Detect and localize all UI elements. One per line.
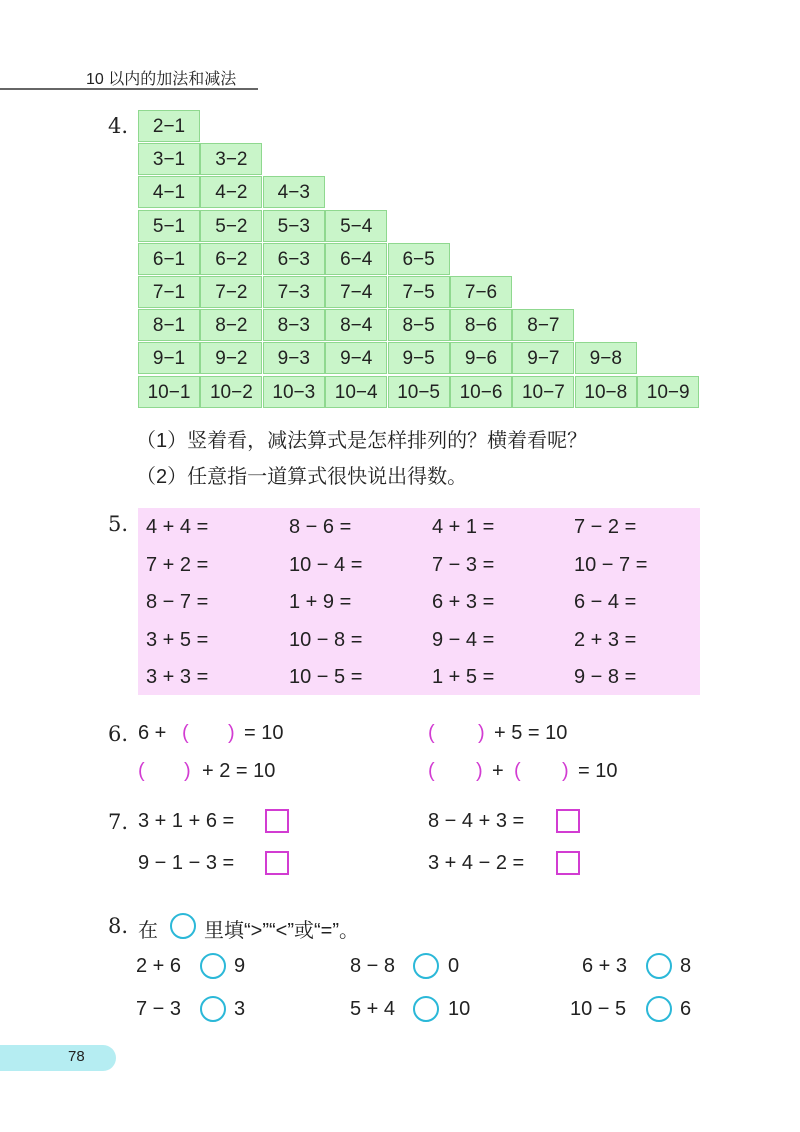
header-rule <box>0 88 258 90</box>
q6a-suffix: = 10 <box>244 722 284 744</box>
q8-instruction-suffix: 里填“>”“<”或“=”。 <box>204 920 359 942</box>
grid-cell: 9−1 <box>138 342 200 374</box>
q6b-suffix: + 5 = 10 <box>494 722 568 744</box>
q8-item3-right: 8 <box>680 955 692 977</box>
q8-item3-left: 6 + 3 <box>582 955 628 977</box>
grid-cell: 8−4 <box>325 309 387 341</box>
grid-cell: 5−3 <box>263 210 325 242</box>
q7b-answer-box[interactable] <box>556 809 580 833</box>
q5-equation: 4 + 1 = <box>432 516 495 538</box>
grid-cell: 3−1 <box>138 143 200 175</box>
q5-equation: 9 − 4 = <box>432 628 495 651</box>
q8-item6-left: 10 − 5 <box>570 998 627 1020</box>
q5-equation: 4 + 4 = <box>146 516 209 538</box>
grid-cell: 4−3 <box>263 176 325 208</box>
grid-cell: 10−2 <box>200 376 262 408</box>
q6b-paren-close: ) <box>478 722 485 744</box>
q5-equation: 8 − 7 = <box>146 591 209 613</box>
grid-cell: 4−2 <box>200 176 262 208</box>
q5-equation: 1 + 9 = <box>289 591 352 613</box>
q7-number: 7. <box>108 810 129 834</box>
grid-cell: 10−3 <box>263 376 325 408</box>
grid-cell: 7−1 <box>138 276 200 308</box>
q6c-paren-close: ) <box>184 760 191 782</box>
q8-item5-answer-circle[interactable] <box>413 996 439 1022</box>
q4-sub2: （2）任意指一道算式很快说出得数。 <box>136 466 468 488</box>
grid-cell: 10−4 <box>325 376 387 408</box>
grid-cell: 2−1 <box>138 110 200 142</box>
q5-equation: 6 − 4 = <box>574 591 637 613</box>
grid-cell: 10−1 <box>138 376 200 408</box>
q8-item2-left: 8 − 8 <box>350 955 396 977</box>
q5-equation: 3 + 3 = <box>146 666 209 688</box>
grid-cell: 5−2 <box>200 210 262 242</box>
q5-equation: 10 − 7 = <box>574 553 648 576</box>
grid-cell: 5−1 <box>138 210 200 242</box>
q5-equation: 7 − 2 = <box>574 516 637 538</box>
grid-cell: 9−7 <box>512 342 574 374</box>
q8-instruction-circle-icon <box>170 913 196 939</box>
q7a-answer-box[interactable] <box>265 809 289 833</box>
q8-item6-answer-circle[interactable] <box>646 996 672 1022</box>
q6d-paren1-open: ( <box>428 760 435 782</box>
grid-cell: 7−3 <box>263 276 325 308</box>
q5-equation: 10 − 5 = <box>289 666 363 688</box>
q8-item5-right: 10 <box>448 998 471 1020</box>
q6-number: 6. <box>108 722 129 746</box>
grid-cell: 7−6 <box>450 276 512 308</box>
grid-cell: 9−2 <box>200 342 262 374</box>
grid-cell: 9−3 <box>263 342 325 374</box>
q6c-suffix: + 2 = 10 <box>202 760 276 782</box>
grid-cell: 6−3 <box>263 243 325 275</box>
q5-equation: 6 + 3 = <box>432 591 495 613</box>
q8-item1-right: 9 <box>234 955 246 977</box>
q6a-paren-open: ( <box>182 722 189 744</box>
q5-number: 5. <box>108 512 129 536</box>
page-number: 78 <box>68 1048 85 1065</box>
q5-equation: 1 + 5 = <box>432 666 495 688</box>
q8-item4-left: 7 − 3 <box>136 998 182 1020</box>
grid-cell: 6−1 <box>138 243 200 275</box>
q5-equation: 2 + 3 = <box>574 628 637 651</box>
grid-cell: 8−7 <box>512 309 574 341</box>
chapter-title: 10 以内的加法和减法 <box>86 71 237 88</box>
grid-cell: 3−2 <box>200 143 262 175</box>
grid-cell: 7−4 <box>325 276 387 308</box>
page-number-tab <box>0 1045 116 1071</box>
q8-instruction-prefix: 在 <box>138 920 158 942</box>
q5-equation: 3 + 5 = <box>146 628 209 651</box>
grid-cell: 7−2 <box>200 276 262 308</box>
q7c-answer-box[interactable] <box>265 851 289 875</box>
grid-cell: 10−6 <box>450 376 512 408</box>
grid-cell: 5−4 <box>325 210 387 242</box>
grid-cell: 4−1 <box>138 176 200 208</box>
grid-cell: 6−5 <box>388 243 450 275</box>
grid-cell: 8−2 <box>200 309 262 341</box>
grid-cell: 10−7 <box>512 376 574 408</box>
q5-equation: 7 + 2 = <box>146 553 209 576</box>
q8-item2-right: 0 <box>448 955 460 977</box>
q6c-paren-open: ( <box>138 760 145 782</box>
q8-item5-left: 5 + 4 <box>350 998 396 1020</box>
q6d-paren2-close: ) <box>562 760 569 782</box>
grid-cell: 9−4 <box>325 342 387 374</box>
grid-cell: 10−8 <box>575 376 637 408</box>
q6a-paren-close: ) <box>228 722 235 744</box>
q8-item1-answer-circle[interactable] <box>200 953 226 979</box>
q4-sub1: （1）竖着看，减法算式是怎样排列的？横着看呢？ <box>136 430 588 452</box>
q5-equation: 7 − 3 = <box>432 553 495 576</box>
grid-cell: 10−9 <box>637 376 699 408</box>
q5-equation: 10 − 4 = <box>289 553 363 576</box>
q6a-prefix: 6 + <box>138 722 167 744</box>
grid-cell: 6−4 <box>325 243 387 275</box>
q6b-paren-open: ( <box>428 722 435 744</box>
q8-item1-left: 2 + 6 <box>136 955 182 977</box>
q8-item4-right: 3 <box>234 998 246 1020</box>
grid-cell: 9−8 <box>575 342 637 374</box>
q6d-paren2-open: ( <box>514 760 521 782</box>
q8-item3-answer-circle[interactable] <box>646 953 672 979</box>
q7c-expression: 9 − 1 − 3 = <box>138 852 235 874</box>
q8-number: 8. <box>108 914 129 938</box>
q7d-answer-box[interactable] <box>556 851 580 875</box>
q5-equation: 10 − 8 = <box>289 628 363 651</box>
q8-item4-answer-circle[interactable] <box>200 996 226 1022</box>
q7b-expression: 8 − 4 + 3 = <box>428 810 525 832</box>
grid-cell: 10−5 <box>388 376 450 408</box>
grid-cell: 8−3 <box>263 309 325 341</box>
q8-item6-right: 6 <box>680 998 692 1020</box>
q6d-plus: + <box>492 760 504 782</box>
grid-cell: 6−2 <box>200 243 262 275</box>
q4-number: 4. <box>108 114 129 138</box>
q5-equation: 9 − 8 = <box>574 666 637 688</box>
grid-cell: 8−5 <box>388 309 450 341</box>
q8-item2-answer-circle[interactable] <box>413 953 439 979</box>
q5-equation: 8 − 6 = <box>289 516 352 538</box>
q6d-paren1-close: ) <box>476 760 483 782</box>
q7a-expression: 3 + 1 + 6 = <box>138 810 235 832</box>
grid-cell: 8−1 <box>138 309 200 341</box>
q6d-suffix: = 10 <box>578 760 618 782</box>
grid-cell: 8−6 <box>450 309 512 341</box>
q7d-expression: 3 + 4 − 2 = <box>428 852 525 874</box>
grid-cell: 9−5 <box>388 342 450 374</box>
grid-cell: 7−5 <box>388 276 450 308</box>
grid-cell: 9−6 <box>450 342 512 374</box>
